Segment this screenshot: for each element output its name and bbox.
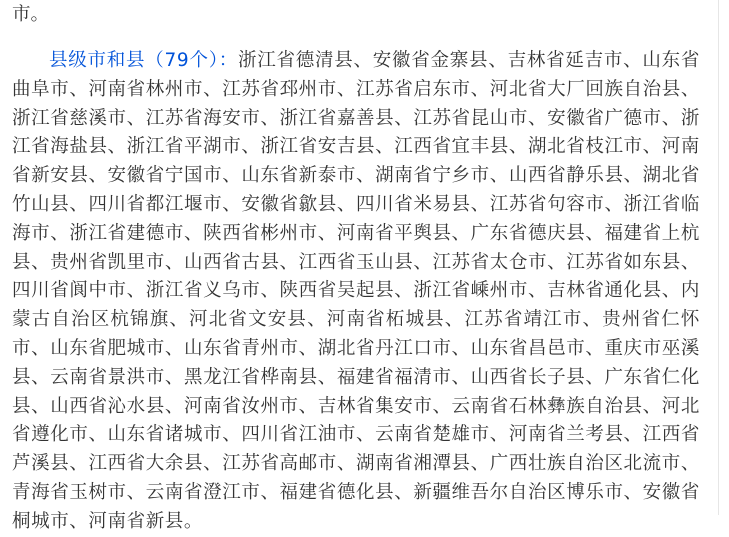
- county-list-paragraph: [12, 47, 700, 537]
- county-list-text: 浙江省德清县、安徽省金寨县、吉林省延吉市、山东省曲阜市、河南省林州市、江苏省邳州市、江苏省启东市、河北省大厂回族自治县、浙江省慈溪市、江苏省海安市、浙江省嘉善县、江苏省昆山市、安徽省广德市、浙江省海盐县、浙江省平湖市、浙江省安吉县、江西省宜丰县、湖北省枝江市、河南省新安县、安徽省宁国市、山东省新泰市、湖南省宁乡市、山西省静乐县、湖北省竹山县、四川省都江堰市、安徽省歙县、四川省米易县、江苏省句容市、浙江省临海市、浙江省建德市、陕西省彬州市、河南省平舆县、广东省德庆县、福建省上杭县、贵州省凯里市、山西省古县、江西省玉山县、江苏省太仓市、江苏省如东县、四川省阆中市、浙江省义乌市、陕西省吴起县、浙江省嵊州市、吉林省通化县、内蒙古自治区杭锦旗、河北省文安县、河南省柘城县、江苏省靖江市、贵州省仁怀市、山东省肥城市、山东省青州市、湖北省丹江口市、山东省昌邑市、重庆市巫溪县、云南省景洪市、黑龙江省桦南县、福建省福清市、山西省长子县、广东省仁化县、山西省沁水县、河南省汝州市、吉林省集安市、云南省石林彝族自治县、河北省遵化市、山东省诸城市、四川省江油市、云南省楚雄市、河南省兰考县、江西省芦溪县、江西省大余县、江苏省高邮市、湖南省湘潭县、广西壮族自治区北流市、青海省玉树市、云南省澄江市、福建省德化县、新疆维吾尔自治区博乐市、安徽省桐城市、河南省新县。: [12, 50, 700, 532]
- page-divider: [718, 0, 719, 515]
- previous-paragraph-tail: 市。: [12, 4, 50, 25]
- section-label: 县级市和县（79个）：: [49, 50, 238, 71]
